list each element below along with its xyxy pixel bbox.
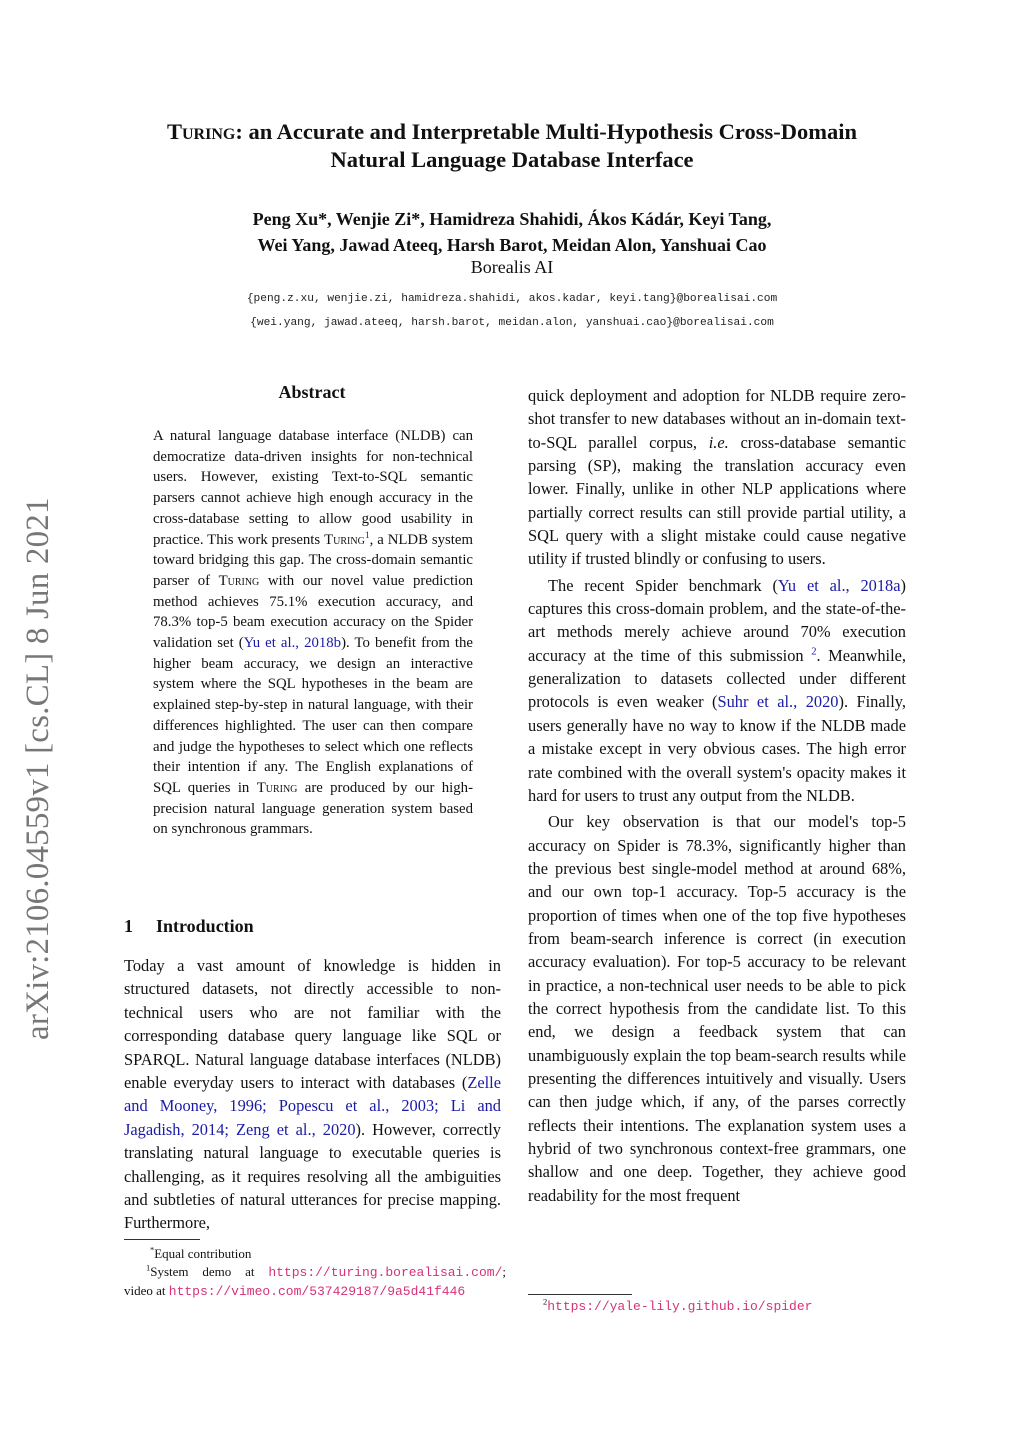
body-text: The recent Spider benchmark ( xyxy=(548,575,778,595)
authors-line-1: Peng Xu*, Wenjie Zi*, Hamidreza Shahidi, Ákos Kádár, Keyi Tang, xyxy=(252,209,772,229)
system-name: Turing xyxy=(218,572,260,589)
citation-link[interactable]: Yu et al., 2018a xyxy=(777,575,901,595)
body-text: quick deployment and adoption for NLDB require zero-shot transfer to new databases without an in-domain text-to-SQL parallel corpus, xyxy=(528,386,906,452)
intro-paragraph-left xyxy=(124,954,501,1235)
system-name: Turing xyxy=(167,119,236,144)
abstract-heading: Abstract xyxy=(278,382,346,402)
body-text: Our key observation is that our model's top-5 accuracy on Spider is 78.3%, significantly higher than the previous best single-model method at around 68%, and our own top-1 accuracy. Top-5 accuracy is the proportion of times when one of the top five hypotheses from beam-search inference is correct (in execution accuracy evaluation). For top-5 accuracy to be relevant in practice, a non-technical user needs to be able to pick the correct hypothesis from the candidate list. To this end, we design a feedback system that can unambiguously explain the top beam-search results while presenting the differences intuitively and visually. Users can then judge which, if any, of the parses correctly reflects their intentions. The explanation system uses a hybrid of two synchronous context-free grammars, one shallow and one deep. Together, they achieve good readability for the most frequent xyxy=(528,812,906,1205)
arxiv-stamp: arXiv:2106.04559v1 [cs.CL] 8 Jun 2021 xyxy=(20,497,56,1040)
paragraph xyxy=(528,574,906,807)
email-block xyxy=(60,287,964,335)
footnote-ref-1[interactable]: 1 xyxy=(364,529,370,541)
abstract-text: , a NLDB system toward bridging this gap. The cross-domain semantic parser of xyxy=(153,531,473,589)
body-text: i.e. xyxy=(708,432,729,452)
footnote-text: Equal contribution xyxy=(154,1246,252,1261)
footnote-mark: 2 xyxy=(543,1296,548,1307)
system-name: Turing xyxy=(256,779,298,796)
section-number: 1 xyxy=(124,916,133,936)
affiliation: Borealis AI xyxy=(470,257,554,277)
citation-link[interactable]: Zelle and Mooney, 1996; Popescu et al., 2003; Li and Jagadish, 2014; Zeng et al., 2020 xyxy=(124,1073,501,1139)
paragraph xyxy=(528,384,906,571)
body-text: Today a vast amount of knowledge is hidden in structured datasets, not directly accessible to non-technical users who are not familiar with the corresponding database query language like SQL or SPARQL. Natural language database interfaces (NLDB) enable everyday users to interact with databases ( xyxy=(124,956,501,1093)
abstract-text: with our novel value prediction method achieves 75.1% execution accuracy, and 78.3% top-5 beam execution accuracy on the Spider validation set ( xyxy=(153,572,473,652)
body-text: ). Finally, users generally have no way to know if the NLDB made a mistake except in very obvious cases. The high error rate combined with the overall system's opacity makes it hard for users to trust any output from the NLDB. xyxy=(528,692,906,805)
body-text: ). However, correctly translating natural language to executable queries is challenging, as it requires resolving all the ambiguities and subtleties of natural utterances for precise mapping. Furthermore, xyxy=(124,1119,501,1233)
abstract-text: A natural language database interface (NLDB) can democratize data-driven insights for non-technical users. However, existing Text-to-SQL semantic parsers cannot achieve high enough accuracy in the cross-database setting to allow good usability in practice. This work presents xyxy=(153,428,473,548)
spider-url-link[interactable]: https://yale-lily.github.io/spider xyxy=(547,1299,813,1314)
footnote-equal xyxy=(124,1245,506,1263)
abstract-text: ). To benefit from the higher beam accuracy, we design an interactive system where the SQL hypotheses in the beam are explained step-by-step in natural language, with their differences highlighted. The user can then compare and judge the hypotheses to select which one reflects their intention if any. The English explanations of SQL queries in xyxy=(153,635,474,796)
intro-right-column xyxy=(528,384,906,1210)
citation-link[interactable]: Suhr et al., 2020 xyxy=(717,692,839,712)
body-text: . Meanwhile, generalization to datasets collected under different protocols is even weaker ( xyxy=(528,645,906,712)
section-title: Introduction xyxy=(156,916,254,936)
footnote-mark: 1 xyxy=(146,1262,151,1273)
citation-link[interactable]: Yu et al., 2018b xyxy=(243,635,342,652)
footnote-text: ; video at xyxy=(124,1264,506,1298)
footnote-rule xyxy=(528,1294,632,1295)
body-text: cross-database semantic parsing (SP), making the translation accuracy even lower. Finally, unlike in other NLP applications where partially correct results can still provide partial utility, a SQL query with a slight mistake could cause negative utility if trusted blindly or confusing to users. xyxy=(528,432,906,569)
email-line-2: {wei.yang, jawad.ateeq, harsh.barot, meidan.alon, yanshuai.cao}@borealisai.com xyxy=(250,317,774,329)
author-list xyxy=(60,206,964,258)
title-line-2: Natural Language Database Interface xyxy=(330,147,694,172)
footnote-1 xyxy=(124,1263,506,1301)
authors-line-2: Wei Yang, Jawad Ateeq, Harsh Barot, Meidan Alon, Yanshuai Cao xyxy=(257,235,767,255)
abstract-body xyxy=(153,426,473,840)
paper-title xyxy=(60,118,964,174)
paragraph xyxy=(528,810,906,1207)
video-url-link[interactable]: https://vimeo.com/537429187/9a5d41f446 xyxy=(168,1284,466,1299)
system-name: Turing xyxy=(324,531,365,548)
footnotes-left xyxy=(124,1245,506,1301)
footnote-text: System demo at xyxy=(150,1264,269,1279)
footnote-2 xyxy=(543,1298,812,1314)
footnote-mark: * xyxy=(150,1244,155,1255)
body-text: ) captures this cross-domain problem, and the state-of-the-art methods merely achieve around 70% execution accuracy at the time of this submission xyxy=(528,575,906,665)
footnote-ref-2[interactable]: 2 xyxy=(811,646,817,658)
section-heading xyxy=(124,916,254,937)
demo-url-link[interactable]: https://turing.borealisai.com/ xyxy=(268,1265,503,1280)
title-line-1: : an Accurate and Interpretable Multi-Hypothesis Cross-Domain xyxy=(235,119,857,144)
email-line-1: {peng.z.xu, wenjie.zi, hamidreza.shahidi, akos.kadar, keyi.tang}@borealisai.com xyxy=(246,293,778,305)
abstract-text: are produced by our high-precision natural language generation system based on synchronous grammars. xyxy=(153,779,473,838)
footnote-rule xyxy=(124,1239,200,1240)
